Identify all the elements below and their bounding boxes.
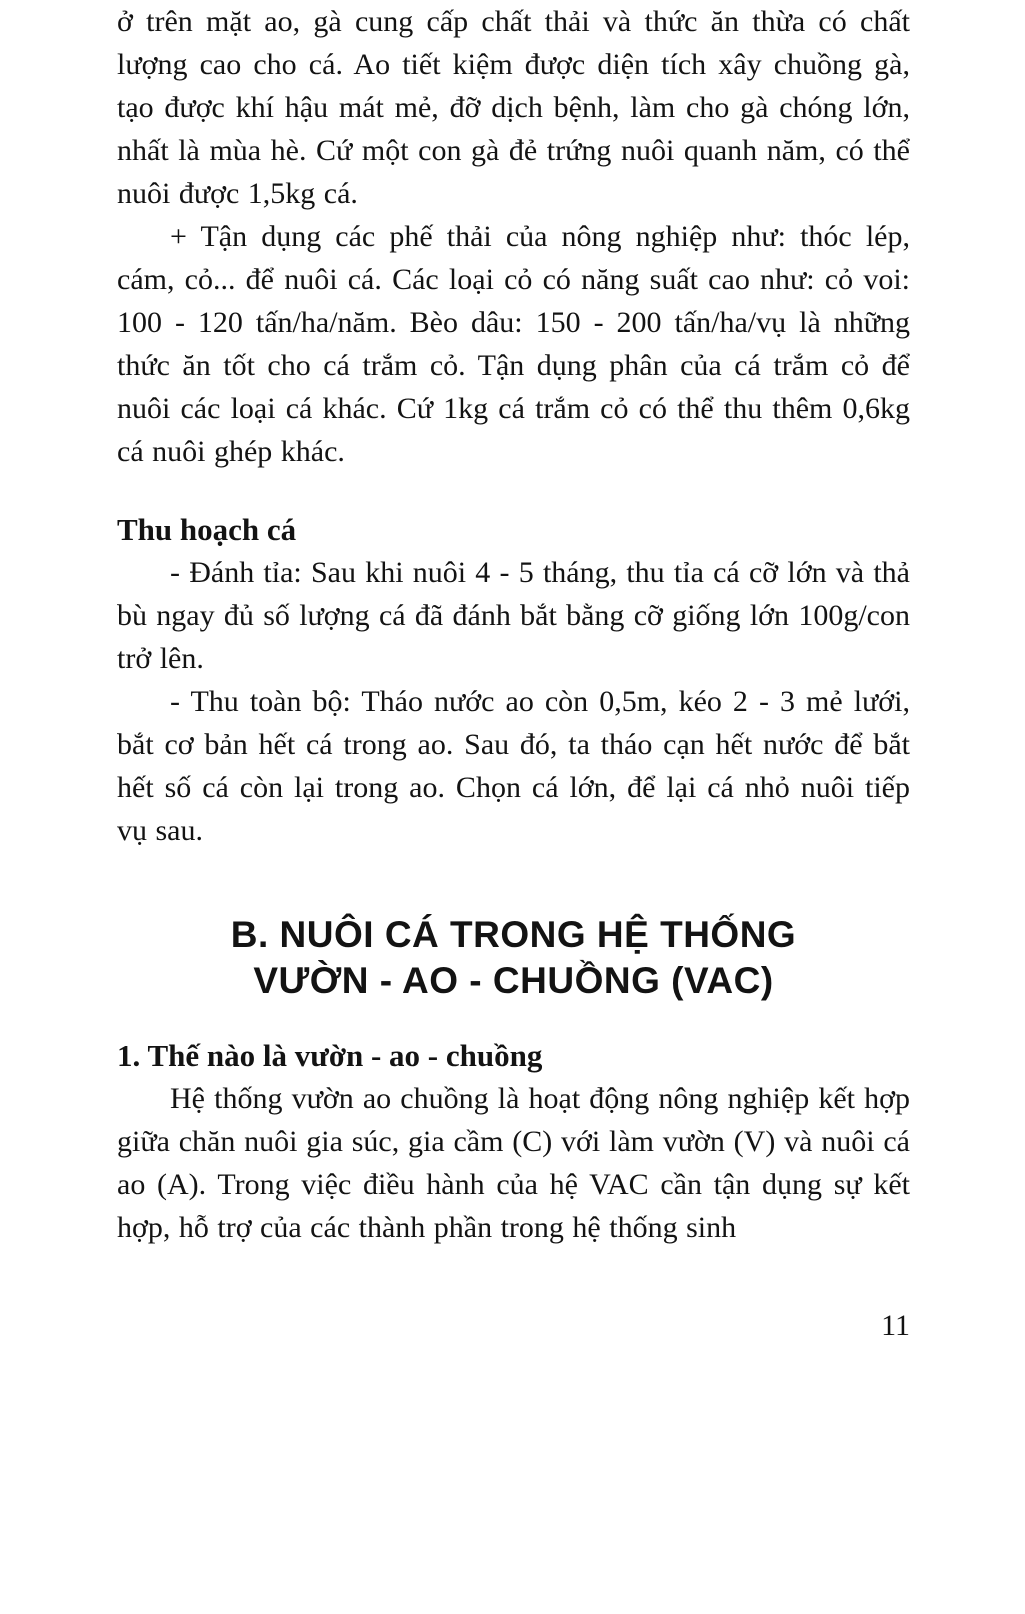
heading-thu-hoach-ca: Thu hoạch cá [117, 512, 297, 547]
section-heading-line1: B. NUÔI CÁ TRONG HỆ THỐNG [230, 914, 797, 955]
paragraph-danh-tia: - Đánh tỉa: Sau khi nuôi 4 - 5 tháng, thu tỉa cá cỡ lớn và thả bù ngay đủ số lượng cá đã đánh bắt bằng cỡ giống lớn 100g/con trở lên. [117, 556, 910, 675]
section-heading-line2: VƯỜN - AO - CHUỒNG (VAC) [253, 960, 774, 1001]
subheading-vac-definition: 1. Thế nào là vườn - ao - chuồng [117, 1038, 543, 1073]
paragraph-agri-waste: + Tận dụng các phế thải của nông nghiệp như: thóc lép, cám, cỏ... để nuôi cá. Các loại cỏ có năng suất cao như: cỏ voi: 100 - 120 tấn/ha/năm. Bèo dâu: 150 - 200 tấn/ha/vụ là những thức ăn tốt cho cá trắm cỏ. Tận dụng phân của cá trắm cỏ để nuôi các loại cá khác. Cứ 1kg cá trắm cỏ có thể thu thêm 0,6kg cá nuôi ghép khác. [117, 220, 910, 468]
page-number: 11 [881, 1309, 910, 1342]
paragraph-vac-intro: Hệ thống vườn ao chuồng là hoạt động nông nghiệp kết hợp giữa chăn nuôi gia súc, gia cầm (C) với làm vườn (V) và nuôi cá ao (A). Trong việc điều hành của hệ VAC cần tận dụng sự kết hợp, hỗ trợ của các thành phần trong hệ thống sinh [117, 1082, 910, 1244]
paragraph-intro-continuation: ở trên mặt ao, gà cung cấp chất thải và thức ăn thừa có chất lượng cao cho cá. Ao tiết kiệm được diện tích xây chuồng gà, tạo được khí hậu mát mẻ, đỡ dịch bệnh, làm cho gà chóng lớn, nhất là mùa hè. Cứ một con gà đẻ trứng nuôi quanh năm, có thể nuôi được 1,5kg cá. [117, 5, 910, 210]
paragraph-thu-toan-bo: - Thu toàn bộ: Tháo nước ao còn 0,5m, kéo 2 - 3 mẻ lưới, bắt cơ bản hết cá trong ao. Sau đó, ta tháo cạn hết nước để bắt hết số cá còn lại trong ao. Chọn cá lớn, để lại cá nhỏ nuôi tiếp vụ sau. [117, 685, 910, 847]
page-content [117, 0, 910, 1347]
section-heading-b-vac [117, 912, 910, 1004]
